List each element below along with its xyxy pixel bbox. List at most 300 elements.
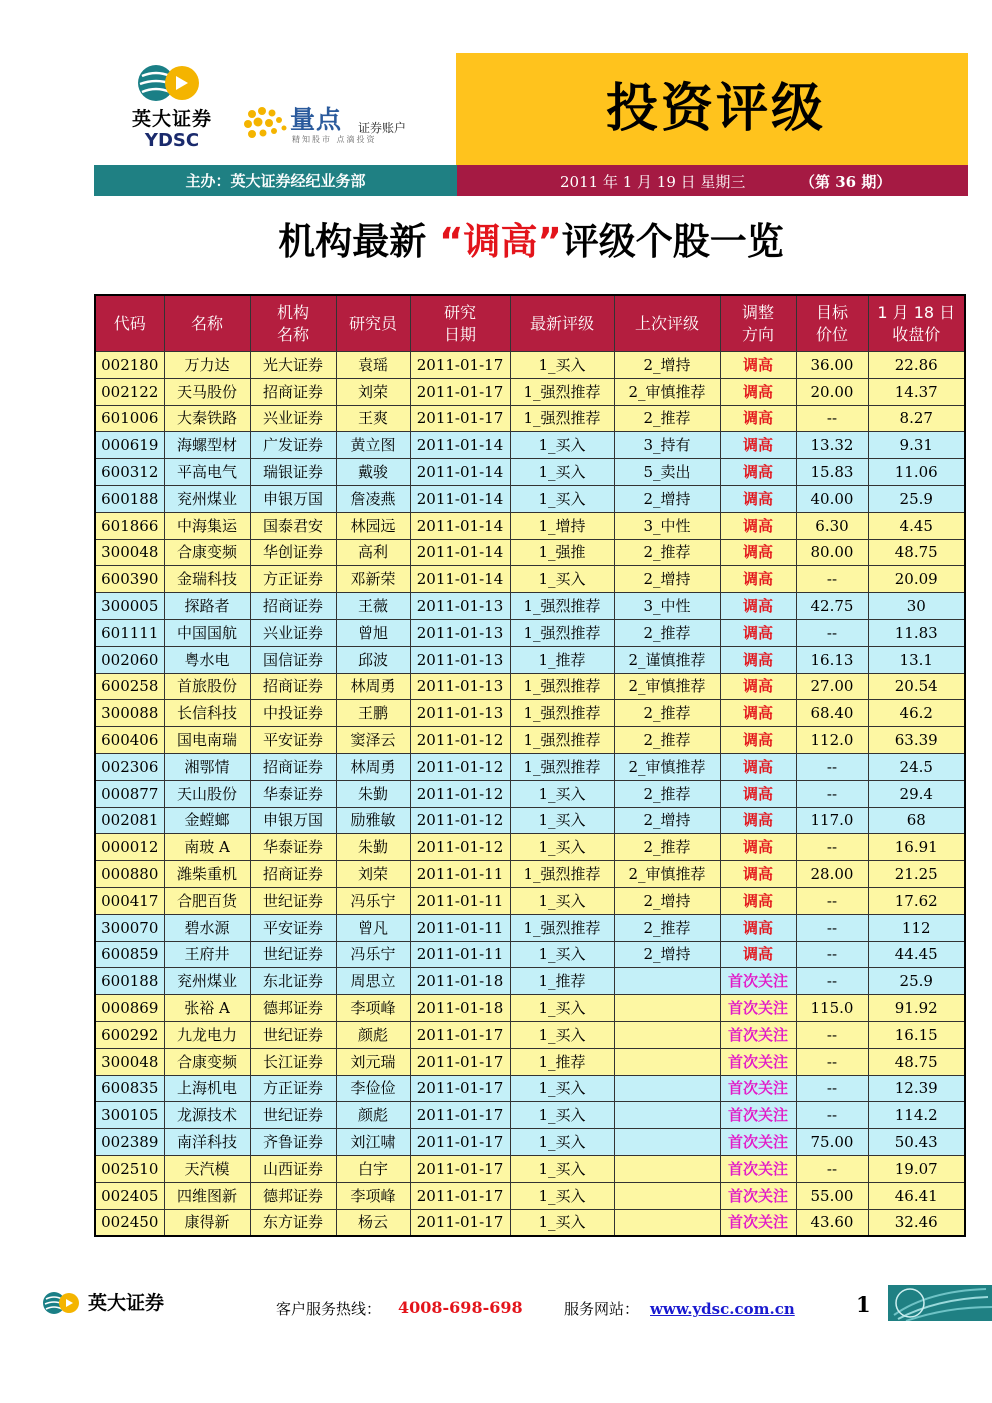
date-cell: 2011-01-14 [410,485,510,512]
table-row [95,1075,965,1102]
analyst-cell: 白宇 [336,1155,410,1182]
date-cell: 2011-01-12 [410,753,510,780]
name-cell: 天山股份 [164,780,250,807]
institution-cell: 世纪证券 [250,1021,336,1048]
institution-cell: 申银万国 [250,485,336,512]
header-institution [250,295,336,352]
date-cell: 2011-01-17 [410,1021,510,1048]
table-row [95,539,965,566]
code-cell: 600258 [95,673,164,700]
date-cell: 2011-01-11 [410,887,510,914]
date-cell: 2011-01-14 [410,459,510,486]
target-price-cell: 6.30 [796,512,868,539]
analyst-cell: 邓新荣 [336,566,410,593]
code-cell: 600390 [95,566,164,593]
code-cell: 300048 [95,539,164,566]
header-analyst: 研究员 [336,295,410,352]
name-cell: 王府井 [164,941,250,968]
direction-cell: 调高 [720,834,796,861]
date-cell: 2011-01-11 [410,861,510,888]
previous-rating-cell [614,995,720,1022]
analyst-cell: 林周勇 [336,673,410,700]
date-cell: 2011-01-17 [410,1209,510,1236]
rating-table [94,294,966,1237]
table-row [95,753,965,780]
direction-cell: 调高 [720,593,796,620]
target-price-cell: -- [796,968,868,995]
footer-logo-icon [42,1290,80,1316]
institution-cell: 德邦证券 [250,1182,336,1209]
institution-cell: 平安证券 [250,727,336,754]
close-price-cell: 8.27 [868,405,965,432]
name-cell: 合康变频 [164,539,250,566]
target-price-cell: 55.00 [796,1182,868,1209]
liangdian-logo-icon [242,104,290,144]
code-cell: 600406 [95,727,164,754]
header-direction-l2: 方向 [741,324,774,344]
previous-rating-cell [614,1075,720,1102]
target-price-cell: -- [796,1075,868,1102]
previous-rating-cell: 2_推荐 [614,727,720,754]
close-price-cell: 25.9 [868,968,965,995]
name-cell: 平高电气 [164,459,250,486]
name-cell: 四维图新 [164,1182,250,1209]
latest-rating-cell: 1_增持 [510,512,614,539]
latest-rating-cell: 1_买入 [510,1209,614,1236]
analyst-cell: 林周勇 [336,753,410,780]
name-cell: 兖州煤业 [164,485,250,512]
analyst-cell: 颜彪 [336,1021,410,1048]
close-price-cell: 11.06 [868,459,965,486]
date-cell: 2011-01-17 [410,1182,510,1209]
code-cell: 600292 [95,1021,164,1048]
header-date [410,295,510,352]
code-cell: 600859 [95,941,164,968]
direction-cell: 调高 [720,941,796,968]
analyst-cell: 冯乐宁 [336,941,410,968]
close-price-cell: 29.4 [868,780,965,807]
close-price-cell: 24.5 [868,753,965,780]
institution-cell: 方正证券 [250,566,336,593]
code-cell: 002081 [95,807,164,834]
institution-cell: 东方证券 [250,1209,336,1236]
target-price-cell: -- [796,1021,868,1048]
latest-rating-cell: 1_买入 [510,1182,614,1209]
latest-rating-cell: 1_买入 [510,995,614,1022]
target-price-cell: 80.00 [796,539,868,566]
previous-rating-cell [614,968,720,995]
close-price-cell: 50.43 [868,1129,965,1156]
target-price-cell: 40.00 [796,485,868,512]
previous-rating-cell [614,1209,720,1236]
target-price-cell: -- [796,941,868,968]
latest-rating-cell: 1_买入 [510,941,614,968]
name-cell: 湘鄂情 [164,753,250,780]
institution-cell: 方正证券 [250,1075,336,1102]
previous-rating-cell [614,1182,720,1209]
previous-rating-cell: 3_持有 [614,432,720,459]
ydsc-logo-icon [136,62,202,104]
code-cell: 002122 [95,378,164,405]
institution-cell: 齐鲁证券 [250,1129,336,1156]
name-cell: 天汽模 [164,1155,250,1182]
target-price-cell: 68.40 [796,700,868,727]
latest-rating-cell: 1_强烈推荐 [510,405,614,432]
table-row [95,485,965,512]
target-price-cell: -- [796,780,868,807]
code-cell: 601111 [95,619,164,646]
date-cell: 2011-01-17 [410,1129,510,1156]
name-cell: 康得新 [164,1209,250,1236]
previous-rating-cell: 2_推荐 [614,405,720,432]
close-price-cell: 20.09 [868,566,965,593]
date-cell: 2011-01-12 [410,807,510,834]
target-price-cell: 15.83 [796,459,868,486]
page-title: 投资评级 [605,79,826,139]
date-cell: 2011-01-14 [410,566,510,593]
direction-cell: 调高 [720,566,796,593]
close-price-cell: 19.07 [868,1155,965,1182]
latest-rating-cell: 1_推荐 [510,1048,614,1075]
name-cell: 九龙电力 [164,1021,250,1048]
close-price-cell: 46.41 [868,1182,965,1209]
institution-cell: 招商证券 [250,861,336,888]
institution-cell: 世纪证券 [250,887,336,914]
previous-rating-cell: 2_增持 [614,887,720,914]
date-cell: 2011-01-13 [410,646,510,673]
analyst-cell: 朱勤 [336,834,410,861]
direction-cell: 调高 [720,673,796,700]
analyst-cell: 李俭俭 [336,1075,410,1102]
organizer-text: 主办：英大证券经纪业务部 [185,172,366,190]
header-direction [720,295,796,352]
direction-cell: 首次关注 [720,1048,796,1075]
direction-cell: 调高 [720,914,796,941]
target-price-cell: 16.13 [796,646,868,673]
date-cell: 2011-01-12 [410,727,510,754]
analyst-cell: 曾旭 [336,619,410,646]
institution-cell: 长江证券 [250,1048,336,1075]
partner-name: 量点 [290,105,343,134]
header-latest: 最新评级 [510,295,614,352]
header-institution-l1: 机构 [276,302,309,322]
analyst-cell: 冯乐宁 [336,887,410,914]
previous-rating-cell: 2_审慎推荐 [614,378,720,405]
target-price-cell: 20.00 [796,378,868,405]
direction-cell: 首次关注 [720,1209,796,1236]
header-code: 代码 [95,295,164,352]
table-row [95,834,965,861]
target-price-cell: 13.32 [796,432,868,459]
table-row [95,646,965,673]
table-row [95,727,965,754]
previous-rating-cell: 2_审慎推荐 [614,673,720,700]
direction-cell: 调高 [720,619,796,646]
target-price-cell: 112.0 [796,727,868,754]
institution-cell: 华创证券 [250,539,336,566]
institution-cell: 世纪证券 [250,1102,336,1129]
institution-cell: 德邦证券 [250,995,336,1022]
latest-rating-cell: 1_强烈推荐 [510,753,614,780]
close-price-cell: 14.37 [868,378,965,405]
close-price-cell: 16.15 [868,1021,965,1048]
close-price-cell: 9.31 [868,432,965,459]
institution-cell: 招商证券 [250,753,336,780]
previous-rating-cell: 3_中性 [614,593,720,620]
institution-cell: 东北证券 [250,968,336,995]
institution-cell: 世纪证券 [250,941,336,968]
partner-suffix: 证券账户 [358,121,407,135]
direction-cell: 首次关注 [720,1102,796,1129]
name-cell: 张裕 A [164,995,250,1022]
name-cell: 中国国航 [164,619,250,646]
analyst-cell: 杨云 [336,1209,410,1236]
latest-rating-cell: 1_买入 [510,566,614,593]
institution-cell: 华泰证券 [250,780,336,807]
direction-cell: 调高 [720,512,796,539]
partner-slogan: 精知股市 点滴投资 [292,135,377,144]
close-price-cell: 17.62 [868,887,965,914]
previous-rating-cell: 2_推荐 [614,539,720,566]
direction-cell: 调高 [720,807,796,834]
table-row [95,1129,965,1156]
target-price-cell: -- [796,834,868,861]
institution-cell: 国泰君安 [250,512,336,539]
latest-rating-cell: 1_买入 [510,352,614,379]
code-cell: 601006 [95,405,164,432]
header-name: 名称 [164,295,250,352]
issue-date: 2011 年 1 月 19 日 星期三 [560,173,746,191]
latest-rating-cell: 1_强烈推荐 [510,673,614,700]
previous-rating-cell [614,1102,720,1129]
latest-rating-cell: 1_强烈推荐 [510,914,614,941]
direction-cell: 调高 [720,780,796,807]
date-cell: 2011-01-12 [410,780,510,807]
close-price-cell: 68 [868,807,965,834]
previous-rating-cell [614,1021,720,1048]
date-cell: 2011-01-17 [410,1048,510,1075]
analyst-cell: 邱波 [336,646,410,673]
target-price-cell: 75.00 [796,1129,868,1156]
name-cell: 探路者 [164,593,250,620]
name-cell: 兖州煤业 [164,968,250,995]
direction-cell: 调高 [720,352,796,379]
code-cell: 000869 [95,995,164,1022]
code-cell: 300105 [95,1102,164,1129]
date-cell: 2011-01-11 [410,941,510,968]
table-row [95,914,965,941]
latest-rating-cell: 1_买入 [510,834,614,861]
name-cell: 首旅股份 [164,673,250,700]
close-price-cell: 46.2 [868,700,965,727]
analyst-cell: 黄立图 [336,432,410,459]
close-price-cell: 32.46 [868,1209,965,1236]
website-label: 服务网站： [564,1300,640,1318]
code-cell: 002306 [95,753,164,780]
name-cell: 大秦铁路 [164,405,250,432]
date-cell: 2011-01-17 [410,1075,510,1102]
table-row [95,593,965,620]
latest-rating-cell: 1_强烈推荐 [510,700,614,727]
code-cell: 600188 [95,485,164,512]
latest-rating-cell: 1_买入 [510,485,614,512]
date-cell: 2011-01-14 [410,539,510,566]
previous-rating-cell: 2_推荐 [614,700,720,727]
code-cell: 300005 [95,593,164,620]
direction-cell: 调高 [720,378,796,405]
latest-rating-cell: 1_买入 [510,1129,614,1156]
institution-cell: 兴业证券 [250,619,336,646]
code-cell: 600312 [95,459,164,486]
latest-rating-cell: 1_强烈推荐 [510,727,614,754]
analyst-cell: 林园远 [336,512,410,539]
header-close-l2: 收盘价 [892,324,941,344]
latest-rating-cell: 1_买入 [510,1075,614,1102]
analyst-cell: 励雅敏 [336,807,410,834]
institution-cell: 华泰证券 [250,834,336,861]
name-cell: 天马股份 [164,378,250,405]
headline-suffix: 评级个股一览 [561,220,784,263]
analyst-cell: 王鹏 [336,700,410,727]
close-price-cell: 11.83 [868,619,965,646]
table-row [95,1048,965,1075]
target-price-cell: 27.00 [796,673,868,700]
target-price-cell: 42.75 [796,593,868,620]
latest-rating-cell: 1_买入 [510,1021,614,1048]
code-cell: 600188 [95,968,164,995]
direction-cell: 首次关注 [720,1155,796,1182]
table-header-row [95,295,965,352]
target-price-cell: -- [796,1155,868,1182]
direction-cell: 首次关注 [720,968,796,995]
date-cell: 2011-01-12 [410,834,510,861]
analyst-cell: 高利 [336,539,410,566]
analyst-cell: 刘荣 [336,378,410,405]
direction-cell: 首次关注 [720,995,796,1022]
date-cell: 2011-01-17 [410,352,510,379]
analyst-cell: 朱勤 [336,780,410,807]
target-price-cell: 43.60 [796,1209,868,1236]
date-cell: 2011-01-11 [410,914,510,941]
table-row [95,780,965,807]
direction-cell: 调高 [720,727,796,754]
name-cell: 海螺型材 [164,432,250,459]
date-cell: 2011-01-17 [410,1155,510,1182]
institution-cell: 中投证券 [250,700,336,727]
header-target-l1: 目标 [815,302,848,322]
analyst-cell: 周思立 [336,968,410,995]
target-price-cell: -- [796,405,868,432]
name-cell: 粤水电 [164,646,250,673]
analyst-cell: 窦泽云 [336,727,410,754]
header-close-l1: 1 月 18 日 [877,302,956,322]
table-row [95,861,965,888]
latest-rating-cell: 1_强烈推荐 [510,619,614,646]
date-cell: 2011-01-14 [410,512,510,539]
direction-cell: 首次关注 [720,1021,796,1048]
target-price-cell: -- [796,914,868,941]
target-price-cell: -- [796,1102,868,1129]
code-cell: 600835 [95,1075,164,1102]
date-cell: 2011-01-17 [410,378,510,405]
latest-rating-cell: 1_推荐 [510,968,614,995]
direction-cell: 调高 [720,861,796,888]
table-row [95,352,965,379]
close-price-cell: 13.1 [868,646,965,673]
institution-cell: 广发证券 [250,432,336,459]
name-cell: 合康变频 [164,1048,250,1075]
name-cell: 上海机电 [164,1075,250,1102]
latest-rating-cell: 1_买入 [510,459,614,486]
date-cell: 2011-01-13 [410,619,510,646]
previous-rating-cell: 2_增持 [614,566,720,593]
footer-brand: 英大证券 [88,1292,165,1314]
direction-cell: 调高 [720,405,796,432]
code-cell: 000417 [95,887,164,914]
date-cell: 2011-01-13 [410,700,510,727]
latest-rating-cell: 1_买入 [510,887,614,914]
code-cell: 000880 [95,861,164,888]
close-price-cell: 25.9 [868,485,965,512]
previous-rating-cell: 2_推荐 [614,780,720,807]
institution-cell: 招商证券 [250,593,336,620]
previous-rating-cell: 5_卖出 [614,459,720,486]
table-row [95,432,965,459]
header-date-l1: 研究 [443,302,476,322]
code-cell: 300088 [95,700,164,727]
code-cell: 000877 [95,780,164,807]
direction-cell: 调高 [720,539,796,566]
table-row [95,566,965,593]
code-cell: 300070 [95,914,164,941]
direction-cell: 调高 [720,646,796,673]
header-institution-l2: 名称 [276,324,309,344]
code-cell: 002389 [95,1129,164,1156]
close-price-cell: 48.75 [868,1048,965,1075]
table-row [95,887,965,914]
header-previous: 上次评级 [614,295,720,352]
footer-globe-icon [888,1285,992,1321]
analyst-cell: 刘荣 [336,861,410,888]
table-row [95,995,965,1022]
name-cell: 金螳螂 [164,807,250,834]
direction-cell: 调高 [720,432,796,459]
analyst-cell: 颜彪 [336,1102,410,1129]
direction-cell: 调高 [720,753,796,780]
name-cell: 龙源技术 [164,1102,250,1129]
previous-rating-cell: 2_推荐 [614,914,720,941]
close-price-cell: 114.2 [868,1102,965,1129]
header-direction-l1: 调整 [741,302,774,322]
header-close [868,295,965,352]
hotline-label: 客户服务热线： [276,1300,382,1318]
previous-rating-cell: 3_中性 [614,512,720,539]
target-price-cell: -- [796,1048,868,1075]
website-link[interactable]: www.ydsc.com.cn [650,1300,795,1318]
direction-cell: 调高 [720,485,796,512]
close-price-cell: 22.86 [868,352,965,379]
name-cell: 潍柴重机 [164,861,250,888]
code-cell: 002405 [95,1182,164,1209]
previous-rating-cell: 2_增持 [614,485,720,512]
table-row [95,941,965,968]
close-price-cell: 12.39 [868,1075,965,1102]
analyst-cell: 王薇 [336,593,410,620]
table-row [95,968,965,995]
table-row [95,378,965,405]
name-cell: 碧水源 [164,914,250,941]
header-target [796,295,868,352]
